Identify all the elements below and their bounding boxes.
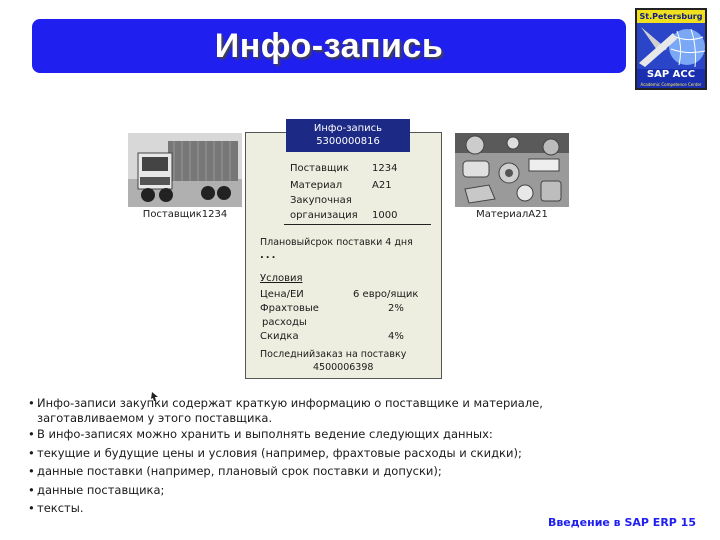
last-order-value: 4500006398 xyxy=(313,362,374,373)
globe-arrow-icon xyxy=(637,23,705,69)
material-parts-image xyxy=(455,133,569,207)
bullet-dot-icon: • xyxy=(28,464,35,478)
bullet-text: данные поставщика; xyxy=(37,482,165,497)
title-bar xyxy=(32,19,626,73)
truck-image xyxy=(128,133,242,207)
info-record-header xyxy=(286,119,410,152)
material-label: Материал xyxy=(290,180,343,191)
bullet-item xyxy=(28,427,688,442)
conditions-heading: Условия xyxy=(260,273,303,284)
logo-main-text: SAP ACC xyxy=(646,69,696,80)
ellipsis: ... xyxy=(260,250,278,261)
freight-value: 2% xyxy=(388,303,404,314)
info-record-title: Инфо-запись xyxy=(313,123,383,134)
bullet-dot-icon: • xyxy=(28,396,35,410)
slide-title: Инфо-запись xyxy=(214,27,444,65)
slide-footer: Введение в SAP ERP 15 xyxy=(547,516,696,529)
purchasing-org-label-line2: организация xyxy=(290,210,358,221)
bullet-text: текущие и будущие цены и условия (например, фрахтовые расходы и скидки); xyxy=(37,445,522,460)
logo-sub-text: Academic Competence Center xyxy=(640,82,702,87)
bullet-list xyxy=(28,396,688,516)
material-value: А21 xyxy=(372,180,392,191)
last-order-label: Последнийзаказ на поставку xyxy=(260,349,407,360)
purchasing-org-label-line1: Закупочная xyxy=(290,195,352,206)
bullet-item xyxy=(28,396,688,425)
bullet-text-continued: заготавливаемом у этого поставщика. xyxy=(37,410,273,425)
bullet-dot-icon: • xyxy=(28,501,35,515)
sap-acc-logo xyxy=(635,8,707,90)
lead-time-text: Плановыйсрок поставки 4 дня xyxy=(260,237,413,248)
bullet-item xyxy=(28,464,688,479)
bullet-dot-icon: • xyxy=(28,445,35,460)
freight-label-line1: Фрахтовые xyxy=(260,303,319,314)
logo-top-text: St.Petersburg xyxy=(637,10,705,23)
freight-label-line2: расходы xyxy=(262,317,307,328)
bullet-item xyxy=(28,483,688,498)
bullet-dot-icon: • xyxy=(28,427,35,441)
bullet-text: тексты. xyxy=(37,501,84,515)
bullet-text: Инфо-записи закупки содержат краткую информацию о поставщике и материале, xyxy=(37,396,543,410)
bullet-item xyxy=(28,446,688,461)
bullet-dot-icon: • xyxy=(28,482,35,497)
purchasing-org-value: 1000 xyxy=(372,210,398,221)
bullet-text: данные поставки (например, плановый срок поставки и допуски); xyxy=(37,464,442,478)
discount-value: 4% xyxy=(388,331,404,342)
vendor-label: Поставщик xyxy=(290,163,349,174)
price-label: Цена/ЕИ xyxy=(260,289,304,300)
vendor-value: 1234 xyxy=(372,163,398,174)
discount-label: Скидка xyxy=(260,331,299,342)
material-caption: МатериалА21 xyxy=(476,209,548,220)
vendor-caption: Поставщик1234 xyxy=(142,209,228,220)
divider xyxy=(284,224,431,225)
info-record-number: 5300000816 xyxy=(316,136,380,147)
bullet-text: В инфо-записях можно хранить и выполнять ведение следующих данных: xyxy=(37,427,493,441)
price-value: 6 евро/ящик xyxy=(353,289,419,300)
bullet-item xyxy=(28,501,688,516)
